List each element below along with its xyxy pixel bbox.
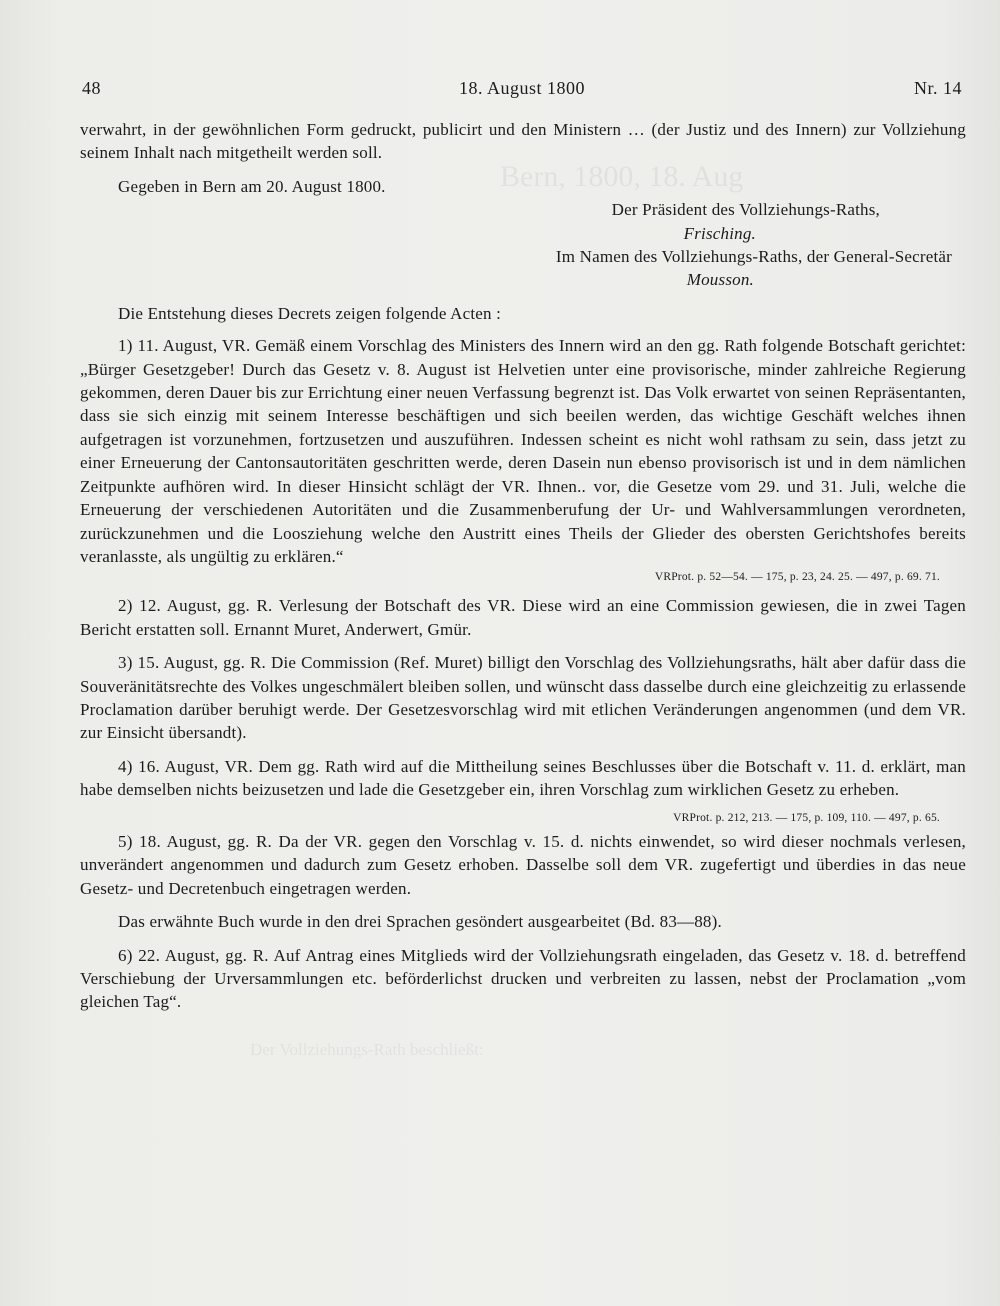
acts-heading: Die Entstehung dieses Decrets zeigen folgende Acten : (118, 303, 502, 323)
page-number: 48 (82, 78, 101, 98)
list-item: 3) 15. August, gg. R. Die Commission (Ref. Muret) billigt den Vorschlag des Vollziehungsraths, hält aber dafür dass die Souveränitätsrechte des Volkes ungeschmälert bleiben sollen, und wünscht dass dasselbe durch eine gleichzeitig zu erlassende Proclamation darüber beruhigt werde. Der Gesetzesvorschlag wird mit etlichen Veränderungen angenommen (und dem VR. zur Einsicht übersandt). (80, 653, 966, 743)
source-reference: VRProt. p. 52—54. — 175, p. 23, 24. 25. — 497, p. 69. 71. (654, 571, 940, 584)
secretary-title: Im Namen des Vollziehungs-Raths, der General-Secretär (555, 247, 952, 267)
list-item: 2) 12. August, gg. R. Verlesung der Botschaft des VR. Diese wird an eine Commission gewiesen, die in zwei Tagen Bericht erstatten soll. Ernannt Muret, Anderwert, Gmür. (80, 596, 966, 639)
list-item: 1) 11. August, VR. Gemäß einem Vorschlag des Ministers des Innern wird an den gg. Rath folgende Botschaft gerichtet: „Bürger Gesetzgeber! Durch das Gesetz v. 8. August ist Helvetien unter eine provisorische, minder zahlreiche Regierung gekommen, deren Dauer bis zur Errichtung einer neuen Verfassung begrenzt ist. Das Volk erwartet von seinen Repräsentanten, dass sie sich einzig mit seinem Interesse beschäftigen und sich beeilen werden, das wichtige Geschäft welches ihnen aufgetragen ist vorzunehmen, fortzusetzen und auszuführen. Indessen scheint es nicht wohl rathsam zu sein, dass jetzt zu einer Erneuerung der Cantonsautoritäten geschritten werde, deren Dasein nun ebenso provisorisch ist und in dem nämlichen Zeitpunkte aufhören wird. In dieser Hinsicht schlägt der VR. Ihnen.. vor, die Gesetze vom 29. und 31. Juli, welche die Erneuerung der verschiedenen Autoritäten und die Zusammenberufung der Ur- und Wahlversammlungen verordneten, zurückzunehmen und die Loosziehung welche den Austritt eines Theils der Glieder des obersten Gerichtshofes bereits veranlasste, als ungültig zu erklären.“ (80, 336, 966, 566)
page-header (82, 78, 962, 102)
intro-paragraph: verwahrt, in der gewöhnlichen Form gedruckt, publicirt und den Ministern … (der Justiz und des Innern) zur Vollziehung seinem Inhalt nach mitgetheilt werden soll. (80, 120, 966, 163)
list-item-text: 4) 16. August, VR. Dem gg. Rath wird auf die Mittheilung seines Beschlusses über die Botschaft v. 11. d. erklärt, man habe demselben nichts beizusetzen und lade die Gesetzgeber ein, ihren Vorschlag zum wirklichen Gesetz zu erheben. (80, 756, 966, 800)
list-item: 5) 18. August, gg. R. Da der VR. gegen den Vorschlag v. 15. d. nichts einwendet, so wird dieser nochmals verlesen, unverändert angenommen und dadurch zum Gesetz erhoben. Dasselbe soll dem VR. zugefertigt und überdies in das neue Gesetz- und Decretenbuch eingetragen werden. (80, 831, 966, 898)
note-paragraph: Das erwähnte Buch wurde in den drei Sprachen gesöndert ausgearbeitet (Bd. 83—88). (118, 912, 722, 932)
list-item (80, 755, 966, 824)
list-item: 6) 22. August, gg. R. Auf Antrag eines Mitglieds wird der Vollziehungsrath eingeladen, das Gesetz v. 18. d. betreffend Verschiebung der Urversammlungen etc. beförderlichst drucken und verbreiten zu lassen, nebst der Proclamation „vom gleichen Tag“. (80, 945, 966, 1012)
president-name: Frisching. (683, 223, 756, 243)
given-line: Gegeben in Bern am 20. August 1800. (118, 176, 386, 196)
header-date: 18. August 1800 (458, 78, 585, 98)
bleed-through-decoration: Der Vollziehungs-Rath beschließt: (250, 1040, 484, 1059)
signature-block (80, 198, 966, 292)
secretary-name: Mousson. (686, 270, 754, 290)
page-body (80, 118, 966, 1014)
president-title: Der Präsident des Vollziehungs-Raths, (611, 200, 880, 220)
source-reference: VRProt. p. 212, 213. — 175, p. 109, 110. — 497, p. 65. (673, 811, 940, 824)
document-number: Nr. 14 (914, 78, 962, 98)
bleed-through-decoration: Bern, 1800, 18. Aug (500, 160, 744, 193)
